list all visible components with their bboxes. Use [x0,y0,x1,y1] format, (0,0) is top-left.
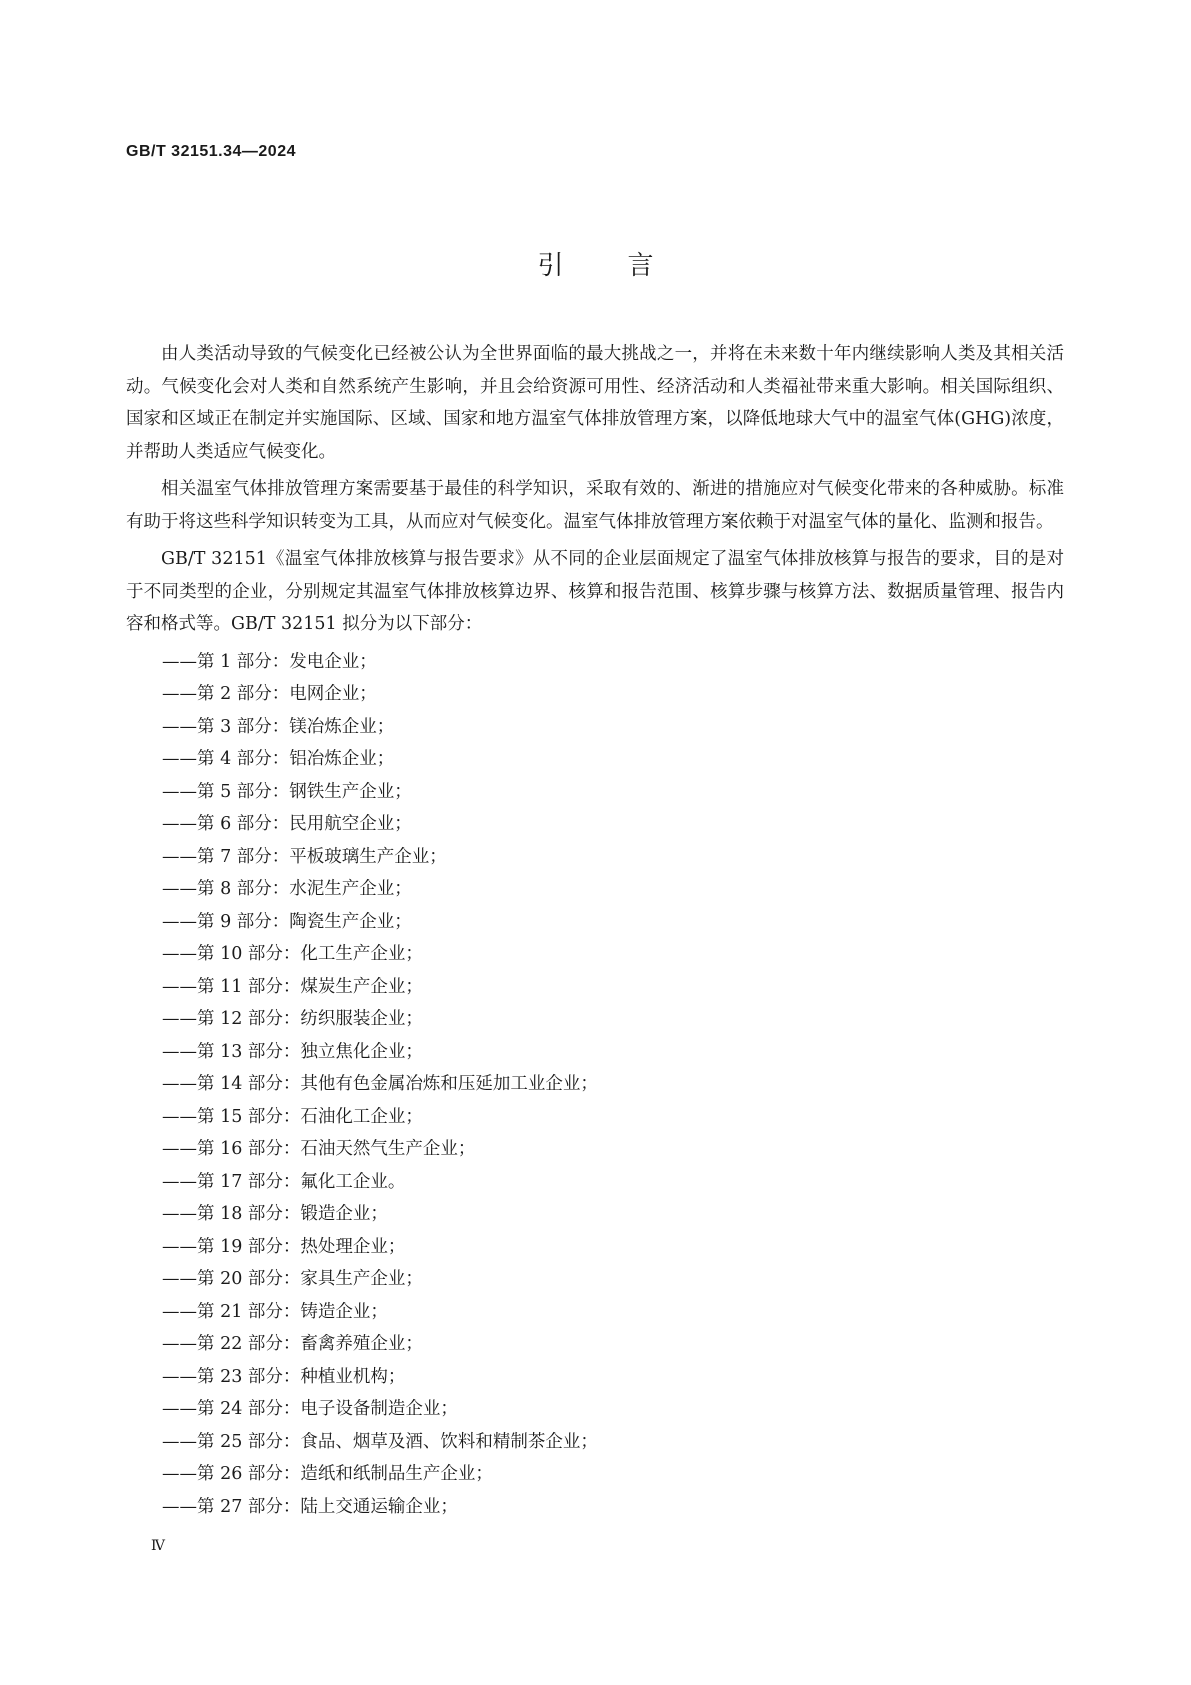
list-item: ——第 24 部分：电子设备制造企业； [162,1399,458,1419]
list-item: ——第 9 部分：陶瓷生产企业； [162,911,412,932]
list-item: ——第 8 部分：水泥生产企业； [162,879,412,899]
list-item: ——第 23 部分：种植业机构； [162,1366,406,1387]
list-item: ——第 5 部分：钢铁生产企业； [162,781,412,802]
section-title: 引言 [537,251,718,281]
parts-list [126,646,1064,1524]
list-item: ——第 2 部分：电网企业； [162,684,377,704]
list-item: ——第 6 部分：民用航空企业； [162,814,412,834]
list-item: ——第 19 部分：热处理企业； [162,1236,406,1257]
paragraph-1: 由人类活动导致的气候变化已经被公认为全世界面临的最大挑战之一，并将在未来数十年内继续影响人类及其相关活动。气候变化会对人类和自然系统产生影响，并且会给资源可用性、经济活动和人类福祉带来重大影响。相关国际组织、国家和区域正在制定并实施国际、区域、国家和地方温室气体排放管理方案，以降低地球大气中的温室气体(GHG)浓度，并帮助人类适应气候变化。 [126,344,1064,462]
list-item: ——第 3 部分：镁冶炼企业； [162,716,395,737]
list-item: ——第 7 部分：平板玻璃生产企业； [162,846,447,867]
list-item: ——第 27 部分：陆上交通运输企业； [162,1496,458,1517]
list-item: ——第 22 部分：畜禽养殖企业； [162,1334,423,1354]
list-item: ——第 12 部分：纺织服装企业； [162,1009,423,1029]
list-item: ——第 15 部分：石油化工企业； [162,1106,423,1127]
list-item: ——第 25 部分：食品、烟草及酒、饮料和精制茶企业； [162,1431,598,1452]
list-item: ——第 16 部分：石油天然气生产企业； [162,1139,476,1159]
list-item: ——第 20 部分：家具生产企业； [162,1269,423,1289]
list-item: ——第 14 部分：其他有色金属冶炼和压延加工业企业； [162,1074,598,1094]
list-item: ——第 4 部分：铝冶炼企业； [162,749,395,769]
list-item: ——第 10 部分：化工生产企业； [162,944,423,964]
list-item: ——第 17 部分：氟化工企业。 [162,1171,406,1192]
list-item: ——第 18 部分：锻造企业； [162,1204,388,1224]
paragraph-2: 相关温室气体排放管理方案需要基于最佳的科学知识，采取有效的、渐进的措施应对气候变化带来的各种威胁。标准有助于将这些科学知识转变为工具，从而应对气候变化。温室气体排放管理方案依赖于对温室气体的量化、监测和报告。 [126,479,1064,532]
list-item: ——第 21 部分：铸造企业； [162,1301,388,1322]
paragraph-3: GB/T 32151《温室气体排放核算与报告要求》从不同的企业层面规定了温室气体排放核算与报告的要求，目的是对于不同类型的企业，分别规定其温室气体排放核算边界、核算和报告范围、核算步骤与核算方法、数据质量管理、报告内容和格式等。GB/T 32151 拟分为以下部分： [126,549,1064,634]
list-item: ——第 26 部分：造纸和纸制品生产企业； [162,1464,493,1484]
page-number: Ⅳ [151,1538,165,1554]
body-text [126,338,1064,1523]
list-item: ——第 11 部分：煤炭生产企业； [162,976,423,997]
standard-code: GB/T 32151.34—2024 [126,143,296,160]
list-item: ——第 1 部分：发电企业； [162,651,377,672]
list-item: ——第 13 部分：独立焦化企业； [162,1041,423,1062]
